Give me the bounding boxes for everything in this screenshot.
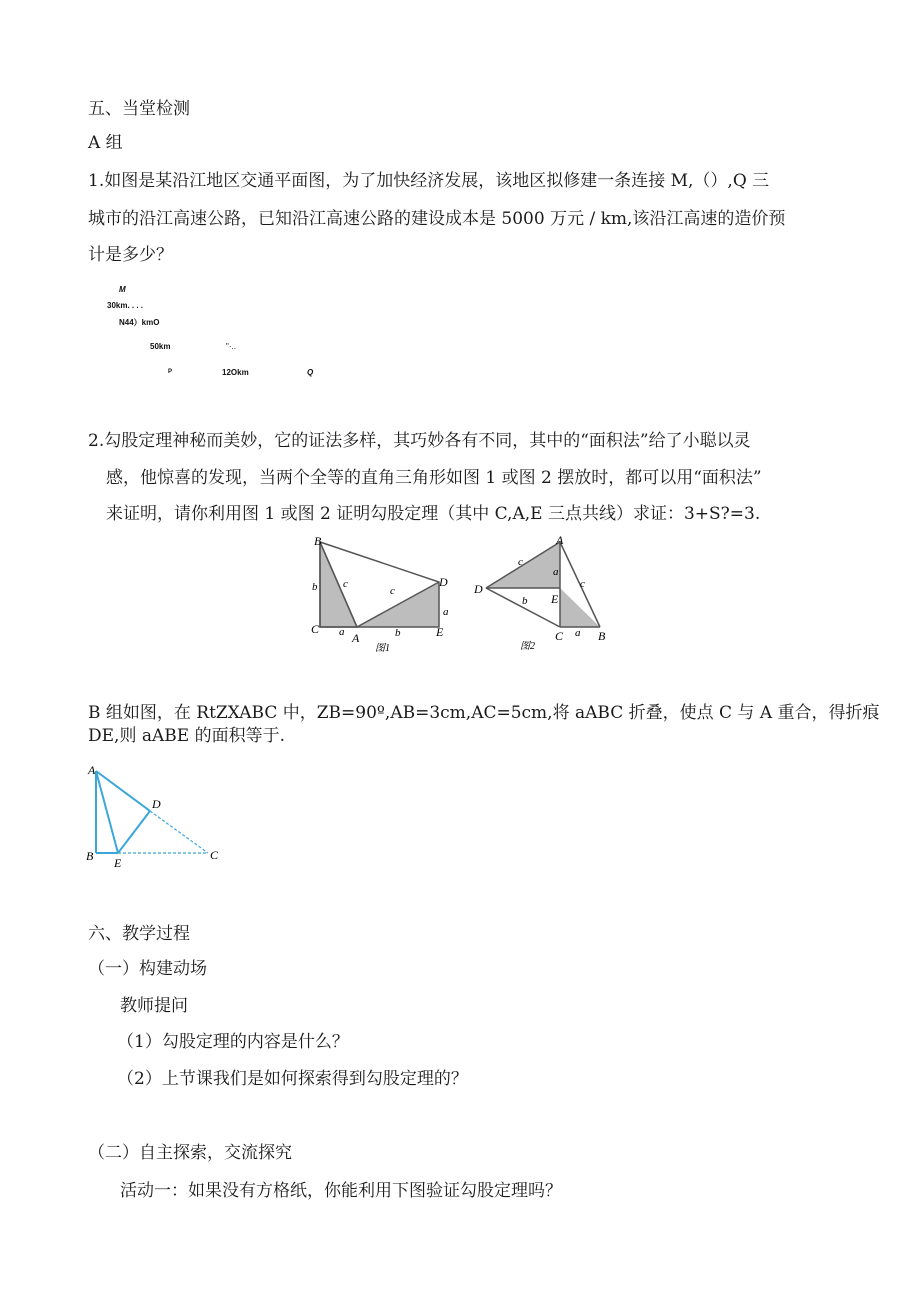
fig3-label-d: D bbox=[152, 797, 161, 811]
fig2-label-b-vertex: B bbox=[598, 629, 606, 643]
fig3-label-a: A bbox=[88, 763, 96, 777]
question-2-line-1: 2.勾股定理神秘而美妙，它的证法多样，其巧妙各有不同，其中的“面积法”给了小聪以灵 bbox=[88, 431, 751, 451]
fig2-shaded-triangle-bottom bbox=[560, 588, 600, 627]
fig1-side-b2: b bbox=[395, 627, 401, 639]
map-label-n44: N44）kmO bbox=[119, 318, 160, 327]
part-2-title: （二）自主探索，交流探究 bbox=[88, 1143, 292, 1163]
teacher-question-2: （2）上节课我们是如何探索得到勾股定理的？ bbox=[117, 1069, 468, 1089]
fig2-label-c-vertex: C bbox=[555, 629, 564, 643]
fig1-label-d-vertex: D bbox=[439, 575, 448, 589]
question-1-line-3: 计是多少？ bbox=[88, 245, 173, 265]
figure-2-diagram bbox=[470, 532, 615, 657]
fig2-side-c: c bbox=[518, 556, 523, 568]
fig1-caption: 图1 bbox=[375, 643, 390, 654]
map-label-dots: "·.. bbox=[226, 342, 236, 351]
fig2-side-a2: a bbox=[575, 627, 581, 639]
map-label-m: M bbox=[119, 285, 126, 294]
question-2-line-2: 感，他惊喜的发现，当两个全等的直角三角形如图 1 或图 2 摆放时，都可以用“面积法” bbox=[106, 468, 762, 488]
teaching-process-title: 六、教学过程 bbox=[88, 924, 190, 944]
fig1-label-e-vertex: E bbox=[436, 625, 444, 639]
part-1-title: （一）构建动场 bbox=[88, 959, 207, 979]
question-1-line-2: 城市的沿江高速公路，已知沿江高速公路的建设成本是 5000 万元 / km,该沿江高速的造价预 bbox=[88, 209, 786, 229]
fig1-label-a-vertex: A bbox=[352, 631, 360, 645]
fig2-label-a-vertex: A bbox=[556, 533, 564, 547]
fig1-label-b-vertex: B bbox=[314, 534, 322, 548]
teacher-question-1: （1）勾股定理的内容是什么？ bbox=[117, 1032, 349, 1052]
fig1-side-c: c bbox=[343, 578, 348, 590]
fig3-label-c: C bbox=[210, 848, 219, 862]
map-label-q: Q bbox=[307, 368, 314, 377]
question-1-line-1: 1.如图是某沿江地区交通平面图，为了加快经济发展，该地区拟修建一条连接 M,（）,Q 三 bbox=[88, 171, 770, 191]
map-label-120km: 12Okm bbox=[222, 368, 249, 377]
fig1-side-a: a bbox=[443, 606, 449, 618]
fig2-caption: 图2 bbox=[520, 641, 535, 652]
fig3-segment-dc bbox=[150, 811, 208, 853]
fig2-side-b: b bbox=[522, 595, 528, 607]
fig2-label-e-vertex: E bbox=[551, 592, 559, 606]
figure-1-diagram bbox=[305, 532, 465, 657]
figure-3-fold-diagram bbox=[82, 762, 232, 872]
fig3-segment-ed bbox=[118, 811, 150, 853]
section-title: 五、当堂检测 bbox=[88, 99, 190, 119]
map-label-30km: 30km. . . . bbox=[107, 301, 144, 310]
question-2-line-3: 来证明，请你利用图 1 或图 2 证明勾股定理（其中 C,A,E 三点共线）求证：3+S?=3. bbox=[106, 504, 761, 524]
activity-1: 活动一：如果没有方格纸，你能利用下图验证勾股定理吗？ bbox=[120, 1181, 562, 1201]
fig2-label-d-vertex: D bbox=[474, 582, 483, 596]
group-b-line-2: DE,则 aABE 的面积等于. bbox=[88, 726, 285, 746]
fig2-side-a: a bbox=[553, 566, 559, 578]
fig2-segment-dc bbox=[486, 588, 560, 627]
group-b-line-1: B 组如图，在 RtZXABC 中，ZB=90º,AB=3cm,AC=5cm,将 aABC 折叠，使点 C 与 A 重合，得折痕 bbox=[88, 703, 880, 723]
fig3-label-b: B bbox=[86, 849, 94, 863]
fig1-side-b: b bbox=[312, 581, 318, 593]
group-a-label: A 组 bbox=[88, 133, 123, 153]
map-label-p: P bbox=[168, 369, 173, 375]
fig1-side-a2: a bbox=[339, 626, 345, 638]
fig1-label-c-vertex: C bbox=[311, 622, 320, 636]
fig1-side-c2: c bbox=[390, 585, 395, 597]
teacher-question-label: 教师提问 bbox=[120, 996, 188, 1016]
fig3-segment-ae bbox=[96, 771, 118, 853]
fig3-label-e: E bbox=[114, 856, 122, 870]
map-label-50km: 50km bbox=[150, 342, 171, 351]
fig2-side-c2: c bbox=[580, 578, 585, 590]
